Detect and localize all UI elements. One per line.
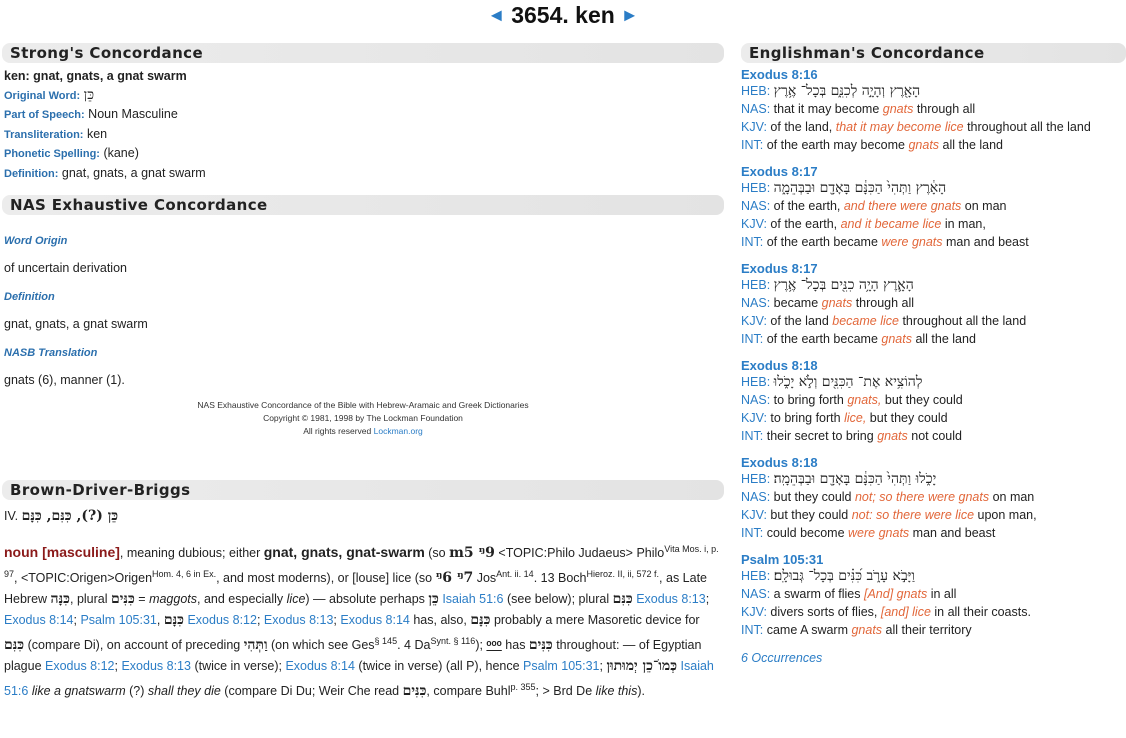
verse-entry bbox=[741, 455, 1126, 542]
heb-line bbox=[741, 179, 1126, 197]
ref-isaiah-51-6[interactable]: Isaiah 51:6 bbox=[4, 659, 714, 699]
heb-label: HEB: bbox=[741, 181, 771, 195]
nas-label: NAS: bbox=[741, 587, 771, 601]
strongs-body bbox=[2, 63, 724, 183]
int-label: INT: bbox=[741, 332, 764, 346]
copyright-line-2: Copyright © 1981, 1998 by The Lockman Foundation bbox=[263, 413, 463, 423]
ref-exodus-8-13[interactable]: Exodus 8:13 bbox=[121, 659, 191, 674]
verse-ref-link[interactable]: Exodus 8:16 bbox=[741, 67, 818, 82]
int-line bbox=[741, 136, 1126, 154]
nas-label: NAS: bbox=[741, 102, 771, 116]
verse-text: became bbox=[773, 296, 822, 310]
nas-label: NAS: bbox=[741, 393, 771, 407]
nas-label: NAS: bbox=[741, 490, 771, 504]
verse-text: through all bbox=[913, 102, 976, 116]
headword: ken: gnat, gnats, a gnat swarm bbox=[4, 69, 187, 83]
verse-text: but they could bbox=[773, 490, 855, 504]
verse-text: of the earth may become bbox=[766, 138, 909, 152]
highlighted-word[interactable]: not; so there were gnats bbox=[854, 490, 990, 504]
definition-label: Definition: bbox=[4, 167, 59, 180]
bdb-heading: Brown-Driver-Briggs bbox=[2, 480, 724, 500]
int-label: INT: bbox=[741, 138, 764, 152]
ref-exodus-8-14[interactable]: Exodus 8:14 bbox=[340, 613, 410, 628]
verse-text: in all their coasts. bbox=[930, 605, 1031, 619]
highlighted-word[interactable]: were gnats bbox=[881, 235, 943, 249]
verse-text: throughout all the land bbox=[963, 120, 1091, 134]
verse-text: of the land bbox=[770, 314, 833, 328]
heb-text: הָאָ֖רֶץ וְהָיָ֣ה לְכִנִּ֑ם בְּכָל־ אֶ֥רֶץ bbox=[773, 83, 921, 99]
verse-text: to bring forth bbox=[770, 411, 845, 425]
nas-body bbox=[2, 235, 724, 438]
highlighted-word[interactable]: and it became lice bbox=[840, 217, 942, 231]
heb-label: HEB: bbox=[741, 472, 771, 486]
verse-text: a swarm of flies bbox=[773, 587, 864, 601]
verse-text: of the earth, bbox=[770, 217, 841, 231]
kjv-label: KJV: bbox=[741, 314, 767, 328]
highlighted-word[interactable]: gnats, bbox=[847, 393, 882, 407]
int-line bbox=[741, 524, 1126, 542]
kjv-line bbox=[741, 215, 1126, 233]
verse-text: came A swarm bbox=[766, 623, 852, 637]
nas-line bbox=[741, 100, 1126, 118]
bdb-body bbox=[2, 500, 724, 703]
kjv-label: KJV: bbox=[741, 120, 767, 134]
heb-label: HEB: bbox=[741, 375, 771, 389]
verse-text: to bring forth bbox=[773, 393, 848, 407]
heb-label: HEB: bbox=[741, 84, 771, 98]
original-word-label: Original Word: bbox=[4, 89, 81, 102]
heb-line bbox=[741, 82, 1126, 100]
verse-text: divers sorts of flies, bbox=[770, 605, 881, 619]
ref-exodus-8-13[interactable]: Exodus 8:13 bbox=[636, 592, 706, 607]
verse-text: their secret to bring bbox=[766, 429, 878, 443]
verse-text: all the land bbox=[911, 332, 976, 346]
heb-line bbox=[741, 373, 1126, 391]
englishman-heading: Englishman's Concordance bbox=[741, 43, 1126, 63]
verse-text: but they could bbox=[770, 508, 852, 522]
verse-entry bbox=[741, 552, 1126, 639]
translit: ken bbox=[86, 126, 108, 141]
kjv-label: KJV: bbox=[741, 605, 767, 619]
verse-text: of the land, bbox=[770, 120, 836, 134]
kjv-line bbox=[741, 603, 1126, 621]
verse-ref-link[interactable]: Exodus 8:17 bbox=[741, 261, 818, 276]
verse-ref-link[interactable]: Exodus 8:18 bbox=[741, 455, 818, 470]
strongs-heading: Strong's Concordance bbox=[2, 43, 724, 63]
lockman-link[interactable]: Lockman.org bbox=[373, 426, 423, 436]
verse-entry bbox=[741, 67, 1126, 154]
verse-entry bbox=[741, 261, 1126, 348]
highlighted-word[interactable]: lice, bbox=[844, 411, 867, 425]
copyright-line-1: NAS Exhaustive Concordance of the Bible with Hebrew-Aramaic and Greek Dictionaries bbox=[197, 400, 529, 410]
highlighted-word[interactable]: [And] gnats bbox=[863, 587, 928, 601]
heb-text: וַיָּבֹ֣א עָרֹ֑ב כִּ֝נִּ֗ים בְּכָל־ גְּבוּלָֽם׃ bbox=[773, 568, 915, 584]
verse-text: man and beast bbox=[942, 235, 1029, 249]
kjv-label: KJV: bbox=[741, 411, 767, 425]
next-entry-icon[interactable]: ► bbox=[620, 5, 639, 25]
nasb-translation-label: NASB Translation bbox=[4, 347, 98, 359]
bdb-pos: noun [masculine] bbox=[4, 544, 120, 561]
kjv-label: KJV: bbox=[741, 217, 767, 231]
verse-list bbox=[741, 67, 1126, 639]
verse-text: all their territory bbox=[882, 623, 972, 637]
nas-line bbox=[741, 488, 1126, 506]
kjv-line bbox=[741, 118, 1126, 136]
nas-line bbox=[741, 294, 1126, 312]
heb-text: הָאָ֛רֶץ הָיָ֥ה כִנִּ֖ים בְּכָל־ אֶ֥רֶץ bbox=[773, 277, 914, 293]
copyright-line-3: All rights reserved bbox=[303, 426, 372, 436]
nas-definition-label: Definition bbox=[4, 291, 55, 303]
highlighted-word[interactable]: were gnats bbox=[848, 526, 910, 540]
bdb-headword: כֵּן (?), כִּנִּם, כִּנָּם bbox=[21, 508, 119, 524]
highlighted-word[interactable]: not: so there were lice bbox=[851, 508, 975, 522]
verse-text: of the earth, bbox=[773, 199, 844, 213]
verse-text: but they could bbox=[866, 411, 948, 425]
heb-text: יָכֹ֑לוּ וַתְּהִי֙ הַכִּנָּ֔ם בָּאָדָ֖ם וּבַבְּהֵמָֽה׃ bbox=[773, 471, 937, 487]
verse-entry bbox=[741, 358, 1126, 445]
kjv-line bbox=[741, 506, 1126, 524]
highlighted-word[interactable]: that it may become lice bbox=[835, 120, 964, 134]
kjv-label: KJV: bbox=[741, 508, 767, 522]
verse-ref-link[interactable]: Exodus 8:18 bbox=[741, 358, 818, 373]
nasb-translation: gnats (6), manner (1). bbox=[4, 373, 125, 387]
int-label: INT: bbox=[741, 526, 764, 540]
occurrences-link[interactable]: 6 Occurrences bbox=[741, 651, 823, 665]
translit-label: Transliteration: bbox=[4, 128, 84, 141]
ref-psalm-105-31[interactable]: Psalm 105:31 bbox=[523, 659, 600, 674]
copyright bbox=[4, 399, 722, 438]
verse-text: in all bbox=[927, 587, 957, 601]
heb-text: לְהוֹצִ֥יא אֶת־ הַכִּנִּ֖ים וְלֹ֣א יָכֹ֑לוּ bbox=[773, 374, 923, 390]
ref-exodus-8-14[interactable]: Exodus 8:14 bbox=[4, 613, 74, 628]
int-line bbox=[741, 427, 1126, 445]
prev-entry-icon[interactable]: ◄ bbox=[487, 5, 506, 25]
highlighted-word[interactable]: gnats bbox=[908, 138, 940, 152]
heb-text: הָאָ֔רֶץ וַתְּהִי֙ הַכִּנָּ֔ם בָּאָדָ֖ם וּבַבְּהֵמָ֑ה bbox=[773, 180, 947, 196]
nas-line bbox=[741, 197, 1126, 215]
verse-text: that it may become bbox=[773, 102, 883, 116]
verse-text: of the earth became bbox=[766, 235, 882, 249]
bdb-paragraph: noun [masculine], meaning dubious; either gnat, gnats, gnat-swarm (so m5 ᵑ9 <TOPIC:Philo Judaeus> Philo$^{Vita Mos. i, p. 97}$, <TOPIC:Origen>Origen$^{Hom. 4, 6 in Ex.}$, and most moderns), or [louse] lice (so ᵑ6 ᵑ7 Jos$^{Ant. ii. 14}$. 13 Boch$^{Hieroz. II, ii, 572 f.}$, as Late Hebrew כִּנָּה, plural כִּנִּים = maggots, and especially lice) — absolute perhaps כֵּן Isaiah 51:6 (see below); plural כִּנִּם Exodus 8:13; Exodus 8:14; Psalm 105:31, כִּנָּם Exodus 8:12; Exodus 8:13; Exodus 8:14 has, also, כִּנָּם probably a mere Masoretic device for כִּנִּם (compare Di), on account of preceding וַתְּהִי (on which see Ges$^{\S 145}$. 4 $Da^{Synt. \S 116}$); ᵒᵒᵒ has כִּנִּים throughout: — of Egyptian plague Exodus 8:12; Exodus 8:13 (twice in verse); Exodus 8:14 (twice in verse) (all P), hence Psalm 105:31; כְּמוֺ־כֵן יְמוּתוּן Isaiah 51:6 like a gnatswarm (?) shall they die (compare Di Du; Weir Che read כִּנִּים, compare Buhl$^{p. 355}$; > Brd De like this). bbox=[4, 544, 719, 700]
verse-ref-link[interactable]: Psalm 105:31 bbox=[741, 552, 824, 567]
phonetic: (kane) bbox=[103, 146, 139, 160]
highlighted-word[interactable]: gnats bbox=[851, 623, 883, 637]
nas-label: NAS: bbox=[741, 199, 771, 213]
verse-text: not could bbox=[907, 429, 962, 443]
highlighted-word[interactable]: and there were gnats bbox=[843, 199, 962, 213]
heb-line bbox=[741, 567, 1126, 585]
bdb-roman: IV. bbox=[4, 509, 22, 523]
definition: gnat, gnats, a gnat swarm bbox=[61, 165, 206, 180]
ref-exodus-8-12[interactable]: Exodus 8:12 bbox=[45, 659, 115, 674]
right-column bbox=[741, 43, 1126, 665]
ref-psalm-105-31[interactable]: Psalm 105:31 bbox=[80, 613, 157, 628]
verse-text: of the earth became bbox=[766, 332, 882, 346]
ref-exodus-8-14[interactable]: Exodus 8:14 bbox=[285, 659, 355, 674]
int-label: INT: bbox=[741, 429, 764, 443]
heb-label: HEB: bbox=[741, 569, 771, 583]
verse-text: in man, bbox=[941, 217, 986, 231]
pos-label: Part of Speech: bbox=[4, 109, 85, 121]
int-line bbox=[741, 621, 1126, 639]
nas-line bbox=[741, 585, 1126, 603]
highlighted-word[interactable]: gnats bbox=[877, 429, 908, 443]
highlighted-word[interactable]: gnats bbox=[881, 332, 912, 346]
verse-text: upon man, bbox=[974, 508, 1037, 522]
nas-definition: gnat, gnats, a gnat swarm bbox=[4, 317, 148, 331]
verse-text: but they could bbox=[881, 393, 963, 407]
verse-text: man and beast bbox=[909, 526, 996, 540]
original-word: כֵּן bbox=[83, 86, 95, 103]
kjv-line bbox=[741, 409, 1126, 427]
verse-text: could become bbox=[766, 526, 849, 540]
int-label: INT: bbox=[741, 235, 764, 249]
phonetic-label: Phonetic Spelling: bbox=[4, 148, 100, 160]
highlighted-word[interactable]: became lice bbox=[832, 314, 899, 328]
word-origin-label: Word Origin bbox=[4, 235, 68, 247]
pos: Noun Masculine bbox=[88, 107, 178, 121]
heb-line bbox=[741, 276, 1126, 294]
word-origin: of uncertain derivation bbox=[4, 261, 127, 275]
verse-text: all the land bbox=[939, 138, 1003, 152]
int-line bbox=[741, 233, 1126, 251]
page-title bbox=[0, 2, 1126, 29]
ref-exodus-8-13[interactable]: Exodus 8:13 bbox=[263, 613, 334, 628]
nas-heading: NAS Exhaustive Concordance bbox=[2, 195, 724, 215]
nas-label: NAS: bbox=[741, 296, 771, 310]
verse-text: on man bbox=[989, 490, 1035, 504]
verse-text: throughout all the land bbox=[898, 314, 1027, 328]
heb-label: HEB: bbox=[741, 278, 771, 292]
kjv-line bbox=[741, 312, 1126, 330]
ref-exodus-8-12[interactable]: Exodus 8:12 bbox=[187, 613, 257, 628]
int-line bbox=[741, 330, 1126, 348]
entry-title: 3654. ken bbox=[511, 2, 615, 28]
highlighted-word[interactable]: gnats bbox=[882, 102, 914, 116]
highlighted-word[interactable]: gnats bbox=[821, 296, 853, 310]
left-column bbox=[2, 43, 724, 703]
verse-text: on man bbox=[961, 199, 1007, 213]
verse-text: through all bbox=[852, 296, 915, 310]
nas-line bbox=[741, 391, 1126, 409]
ref-isaiah-51-6[interactable]: Isaiah 51:6 bbox=[442, 592, 504, 607]
verse-entry bbox=[741, 164, 1126, 251]
int-label: INT: bbox=[741, 623, 764, 637]
verse-ref-link[interactable]: Exodus 8:17 bbox=[741, 164, 818, 179]
heb-line bbox=[741, 470, 1126, 488]
highlighted-word[interactable]: [and] lice bbox=[880, 605, 931, 619]
